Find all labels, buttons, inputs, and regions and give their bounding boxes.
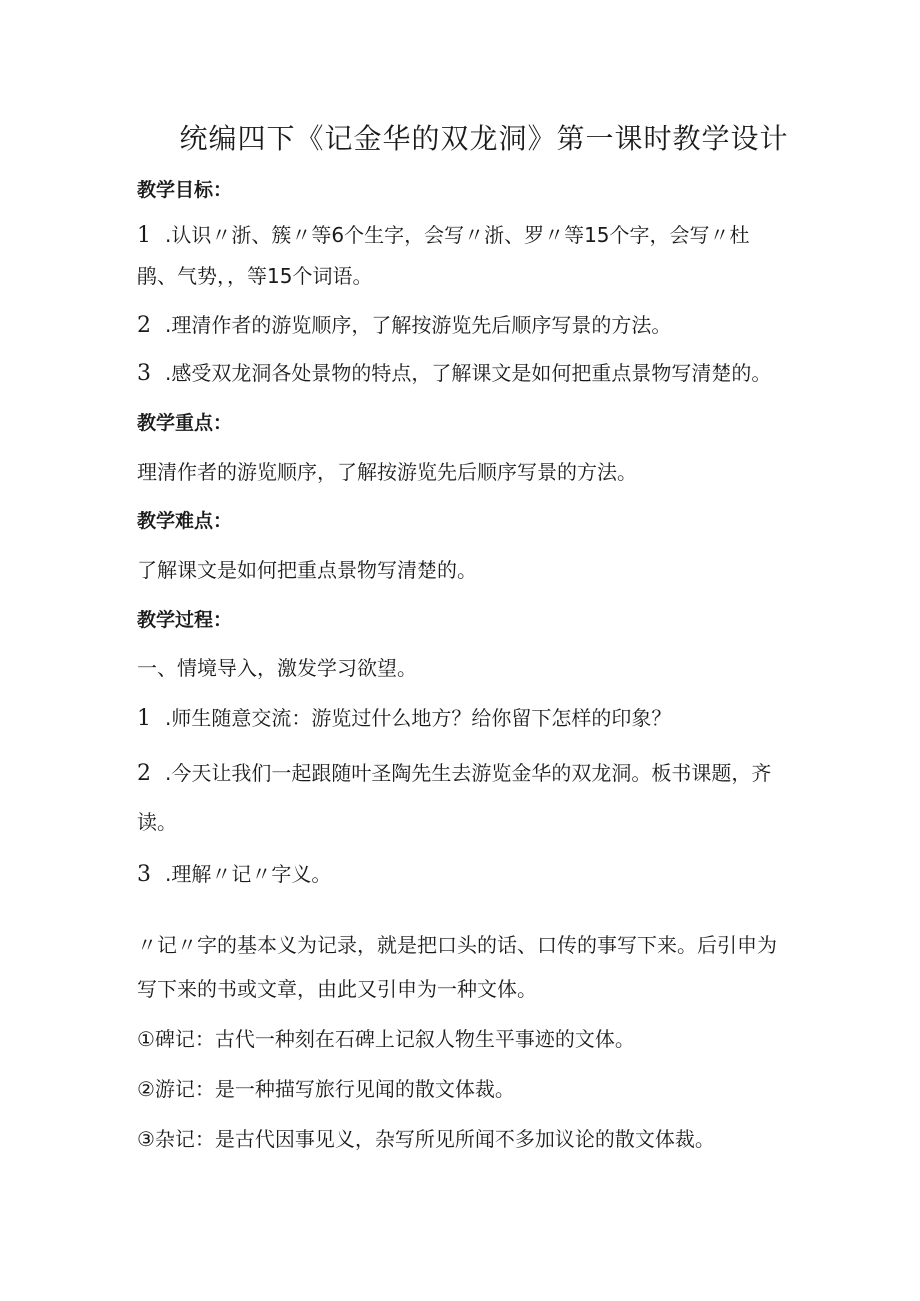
step-3 [137, 860, 797, 889]
step-1-number: 1 [137, 706, 151, 731]
goal-3 [137, 359, 797, 388]
explanation-line-1: 〃记〃字的基本义为记录，就是把口头的话、口传的事写下来。后引申为 [137, 933, 777, 957]
process-heading: 教学过程： [137, 609, 233, 631]
page-title: 统编四下《记金华的双龙洞》第一课时教学设计 [179, 122, 789, 155]
difficulty-text: 了解课文是如何把重点景物写清楚的。 [137, 558, 477, 582]
goal-2-text: .理清作者的游览顺序，了解按游览先后顺序写景的方法。 [165, 313, 672, 337]
key-point-heading: 教学重点： [137, 412, 233, 434]
step-2-continued: 读。 [137, 810, 177, 834]
goal-1-continued: 鹃、气势，，等15个词语。 [137, 264, 373, 288]
goal-1-number: 1 [137, 223, 151, 248]
step-1 [137, 704, 797, 733]
step-3-number: 3 [137, 862, 151, 887]
goal-3-number: 3 [137, 361, 151, 386]
key-point-text: 理清作者的游览顺序，了解按游览先后顺序写景的方法。 [137, 460, 637, 484]
list-item-3: ③杂记：是古代因事见义，杂写所见所闻不多加议论的散文体裁。 [137, 1127, 715, 1151]
step-1-text: .师生随意交流：游览过什么地方？给你留下怎样的印象？ [165, 706, 672, 730]
step-2-text: .今天让我们一起跟随叶圣陶先生去游览金华的双龙洞。板书课题，齐 [165, 761, 772, 785]
list-item-1: ①碑记：古代一种刻在石碑上记叙人物生平事迹的文体。 [137, 1027, 635, 1051]
goals-heading: 教学目标： [137, 179, 233, 201]
goal-1-text: .认识〃浙、簇〃等6个生字，会写〃浙、罗〃等15个字，会写〃杜 [165, 223, 750, 247]
step-2-number: 2 [137, 761, 151, 786]
explanation-line-2: 写下来的书或文章，由此又引申为一种文体。 [137, 977, 537, 1001]
step-3-text: .理解〃记〃字义。 [165, 862, 332, 886]
section-1-title: 一、情境导入，激发学习欲望。 [137, 656, 417, 680]
goal-1 [137, 221, 797, 250]
list-item-2: ②游记：是一种描写旅行见闻的散文体裁。 [137, 1077, 515, 1101]
goal-2-number: 2 [137, 313, 151, 338]
difficulty-heading: 教学难点： [137, 510, 233, 532]
goal-3-text: .感受双龙洞各处景物的特点，了解课文是如何把重点景物写清楚的。 [165, 361, 772, 385]
goal-2 [137, 311, 797, 340]
step-2 [137, 759, 797, 788]
